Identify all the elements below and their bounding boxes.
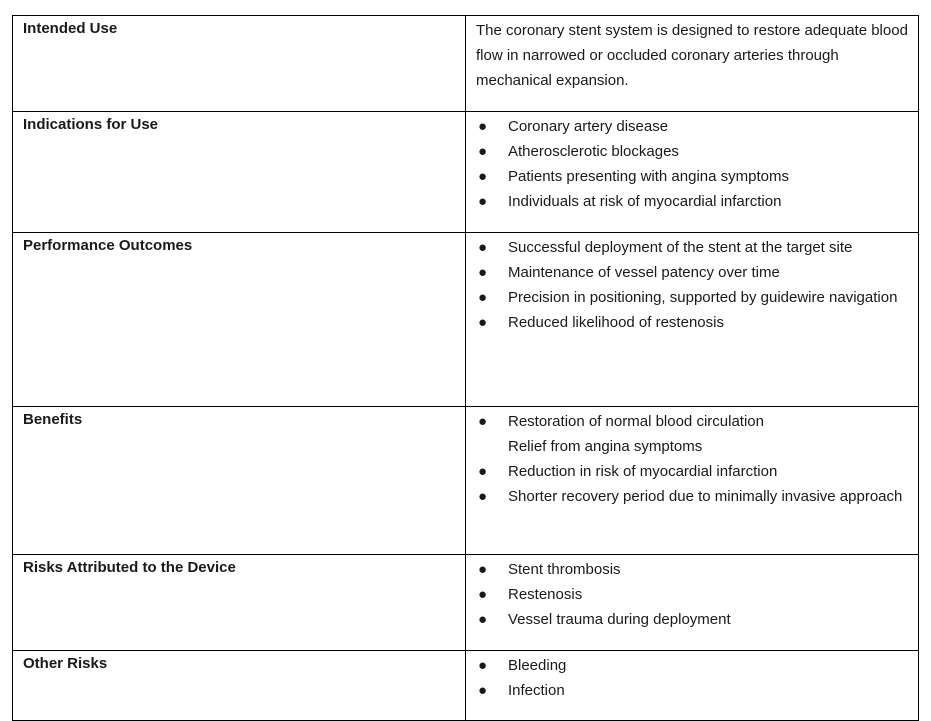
list-item-text: Bleeding bbox=[508, 657, 567, 674]
list-item bbox=[476, 409, 910, 459]
bullet-icon: ● bbox=[478, 611, 488, 628]
row-content bbox=[466, 651, 919, 721]
list-item-text: Atherosclerotic blockages bbox=[508, 143, 679, 160]
table-row bbox=[13, 112, 919, 233]
list-item-text: Precision in positioning, supported by guidewire navigation bbox=[508, 289, 898, 306]
bullet-icon: ● bbox=[478, 118, 488, 135]
bullet-icon: ● bbox=[478, 561, 488, 578]
list-item bbox=[476, 164, 910, 189]
list-item-text: Individuals at risk of myocardial infarction bbox=[508, 193, 782, 210]
list-item bbox=[476, 114, 910, 139]
row-label: Risks Attributed to the Device bbox=[13, 555, 466, 651]
bullet-icon: ● bbox=[478, 193, 488, 210]
row-label: Other Risks bbox=[13, 651, 466, 721]
bullet-icon: ● bbox=[478, 488, 488, 505]
list-item bbox=[476, 459, 910, 484]
list-item-text: Reduced likelihood of restenosis bbox=[508, 314, 724, 331]
row-content bbox=[466, 16, 919, 112]
list-item bbox=[476, 484, 910, 509]
list-item bbox=[476, 678, 910, 703]
bullet-icon: ● bbox=[478, 657, 488, 674]
bullet-list bbox=[476, 409, 910, 509]
row-content bbox=[466, 112, 919, 233]
list-item bbox=[476, 285, 910, 310]
bullet-list bbox=[476, 114, 910, 214]
list-item-text: Reduction in risk of myocardial infarction bbox=[508, 463, 778, 480]
bullet-list bbox=[476, 653, 910, 703]
table-row bbox=[13, 407, 919, 555]
list-item-text: Restenosis bbox=[508, 586, 583, 603]
list-item-text: Maintenance of vessel patency over time bbox=[508, 264, 780, 281]
list-item bbox=[476, 582, 910, 607]
list-item bbox=[476, 557, 910, 582]
list-item-text: Infection bbox=[508, 682, 565, 699]
table-row bbox=[13, 16, 919, 112]
row-label: Intended Use bbox=[13, 16, 466, 112]
list-item-continuation: Relief from angina symptoms bbox=[508, 438, 703, 455]
list-item bbox=[476, 260, 910, 285]
bullet-icon: ● bbox=[478, 463, 488, 480]
bullet-icon: ● bbox=[478, 682, 488, 699]
bullet-icon: ● bbox=[478, 586, 488, 603]
list-item-text: Successful deployment of the stent at the target site bbox=[508, 239, 853, 256]
list-item bbox=[476, 235, 910, 260]
row-content bbox=[466, 233, 919, 407]
list-item-text: Vessel trauma during deployment bbox=[508, 611, 731, 628]
list-item bbox=[476, 653, 910, 678]
row-label: Benefits bbox=[13, 407, 466, 555]
summary-table bbox=[12, 15, 919, 721]
bullet-list bbox=[476, 235, 910, 335]
bullet-icon: ● bbox=[478, 239, 488, 256]
table-row bbox=[13, 233, 919, 407]
list-item-text: Stent thrombosis bbox=[508, 561, 621, 578]
bullet-icon: ● bbox=[478, 143, 488, 160]
bullet-icon: ● bbox=[478, 314, 488, 331]
row-content bbox=[466, 555, 919, 651]
row-content bbox=[466, 407, 919, 555]
bullet-icon: ● bbox=[478, 264, 488, 281]
row-label: Performance Outcomes bbox=[13, 233, 466, 407]
bullet-icon: ● bbox=[478, 413, 488, 430]
list-item-text: Patients presenting with angina symptoms bbox=[508, 168, 789, 185]
list-item-text: Restoration of normal blood circulation bbox=[508, 413, 764, 430]
list-item bbox=[476, 189, 910, 214]
table-row bbox=[13, 651, 919, 721]
bullet-icon: ● bbox=[478, 289, 488, 306]
bullet-list bbox=[476, 557, 910, 632]
bullet-icon: ● bbox=[478, 168, 488, 185]
intended-use-text: The coronary stent system is designed to restore adequate blood flow in narrowed or occluded coronary arteries through mechanical expansion. bbox=[476, 22, 908, 89]
list-item bbox=[476, 310, 910, 335]
list-item bbox=[476, 139, 910, 164]
table-row bbox=[13, 555, 919, 651]
row-label: Indications for Use bbox=[13, 112, 466, 233]
list-item-text: Shorter recovery period due to minimally invasive approach bbox=[508, 488, 903, 505]
list-item bbox=[476, 607, 910, 632]
list-item-text: Coronary artery disease bbox=[508, 118, 669, 135]
